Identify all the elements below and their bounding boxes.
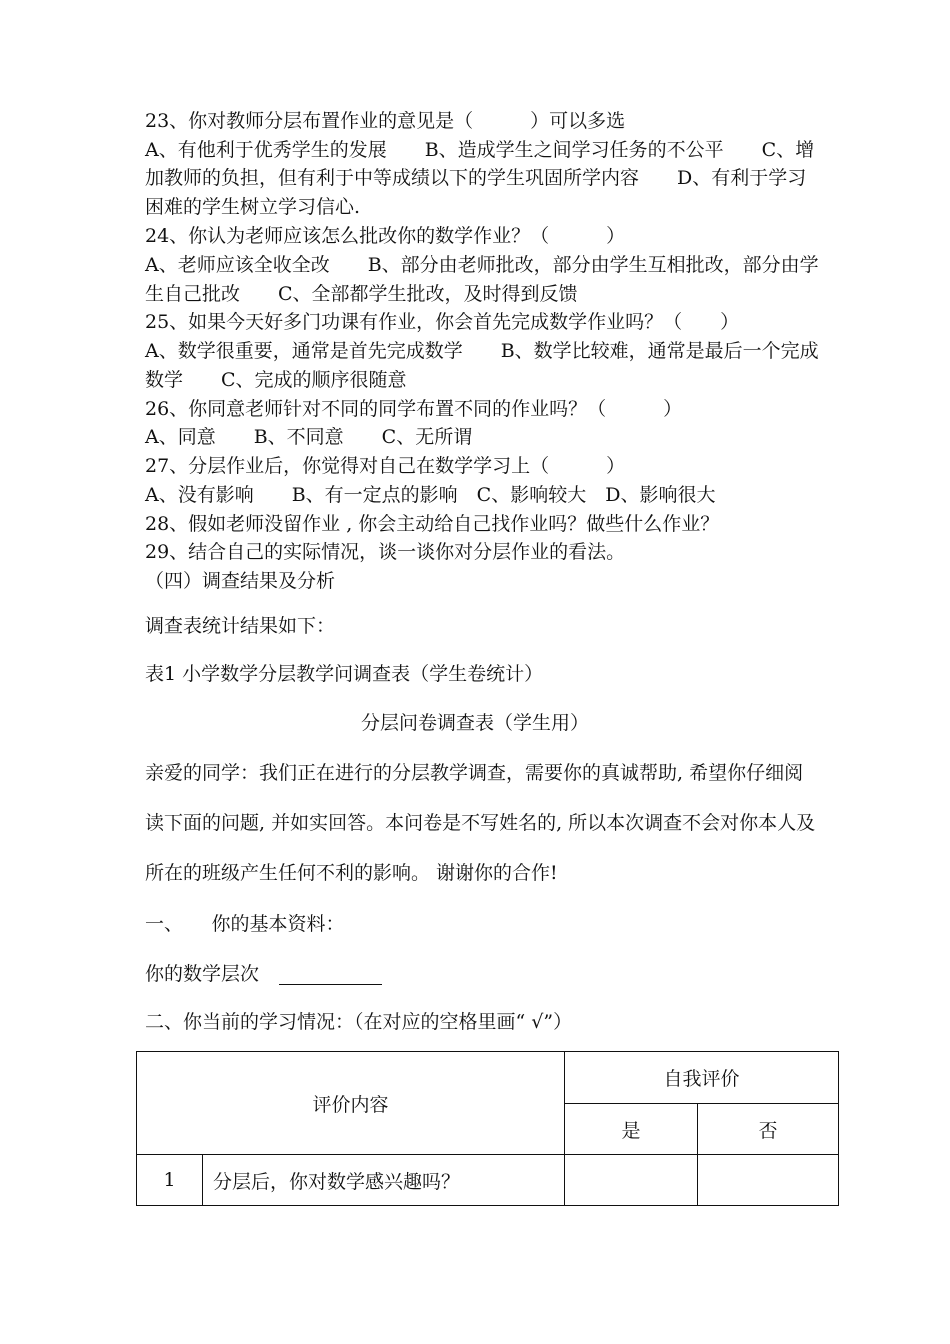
- question-29: 29、结合自己的实际情况，谈一谈你对分层作业的看法。: [145, 541, 626, 563]
- stats-intro: 调查表统计结果如下：: [145, 615, 336, 637]
- question-27: 27、分层作业后，你觉得对自己在数学学习上（ ）: [145, 455, 626, 477]
- header-yes: 是: [565, 1104, 698, 1155]
- greeting-line-2: 读下面的问题, 并如实回答。本问卷是不写姓名的, 所以本次调查不会对你本人及: [145, 812, 816, 834]
- question-24-options-line-1: A、老师应该全收全改 B、部分由老师批改，部分由学生互相批改，部分由学: [145, 254, 819, 276]
- header-self-evaluation: 自我评价: [565, 1052, 839, 1104]
- row-no-cell[interactable]: [698, 1155, 839, 1206]
- question-25-options-line-2: 数学 C、完成的顺序很随意: [145, 369, 407, 391]
- row-yes-cell[interactable]: [565, 1155, 698, 1206]
- question-26: 26、你同意老师针对不同的同学布置不同的作业吗？（ ）: [145, 398, 683, 420]
- question-26-options: A、同意 B、不同意 C、无所谓: [145, 426, 473, 448]
- table-row: [137, 1155, 839, 1206]
- header-evaluation-content: 评价内容: [137, 1052, 565, 1155]
- section-two-heading: 二、你当前的学习情况：（在对应的空格里画“ √”）: [145, 1011, 573, 1033]
- greeting-line-3: 所在的班级产生任何不利的影响。 谢谢你的合作!: [145, 862, 558, 884]
- math-level-label: 你的数学层次: [145, 963, 260, 985]
- question-24: 24、你认为老师应该怎么批改你的数学作业？（ ）: [145, 225, 626, 247]
- question-23: 23、你对教师分层布置作业的意见是（ ）可以多选: [145, 110, 626, 132]
- question-27-options: A、没有影响 B、有一定点的影响 C、影响较大 D、影响很大: [145, 484, 716, 506]
- question-23-options-line-1: A、有他利于优秀学生的发展 B、造成学生之间学习任务的不公平 C、增: [145, 139, 815, 161]
- table-caption: 表1 小学数学分层教学问调查表（学生卷统计）: [145, 663, 544, 685]
- question-23-options-line-3: 困难的学生树立学习信心.: [145, 196, 361, 218]
- questionnaire-title: 分层问卷调查表（学生用）: [360, 712, 589, 734]
- row-number: 1: [137, 1155, 203, 1206]
- question-25-options-line-1: A、数学很重要，通常是首先完成数学 B、数学比较难，通常是最后一个完成: [145, 340, 819, 362]
- question-25: 25、如果今天好多门功课有作业，你会首先完成数学作业吗？（ ）: [145, 311, 740, 333]
- greeting-line-1: 亲爱的同学：我们正在进行的分层教学调查，需要你的真诚帮助, 希望你仔细阅: [145, 762, 804, 784]
- question-23-options-line-2: 加教师的负担，但有利于中等成绩以下的学生巩固所学内容 D、有利于学习: [145, 167, 807, 189]
- row-question: 分层后，你对数学感兴趣吗？: [203, 1155, 565, 1206]
- self-evaluation-table: [136, 1051, 839, 1206]
- section-one-heading: 一、 你的基本资料：: [145, 913, 345, 935]
- header-no: 否: [698, 1104, 839, 1155]
- math-level-row: [145, 960, 815, 988]
- question-28: 28、假如老师没留作业 , 你会主动给自己找作业吗？做些什么作业？: [145, 513, 720, 535]
- question-24-options-line-2: 生自己批改 C、全部都学生批改，及时得到反馈: [145, 283, 578, 305]
- math-level-blank[interactable]: [279, 966, 382, 985]
- section-four-heading: （四）调查结果及分析: [145, 570, 336, 592]
